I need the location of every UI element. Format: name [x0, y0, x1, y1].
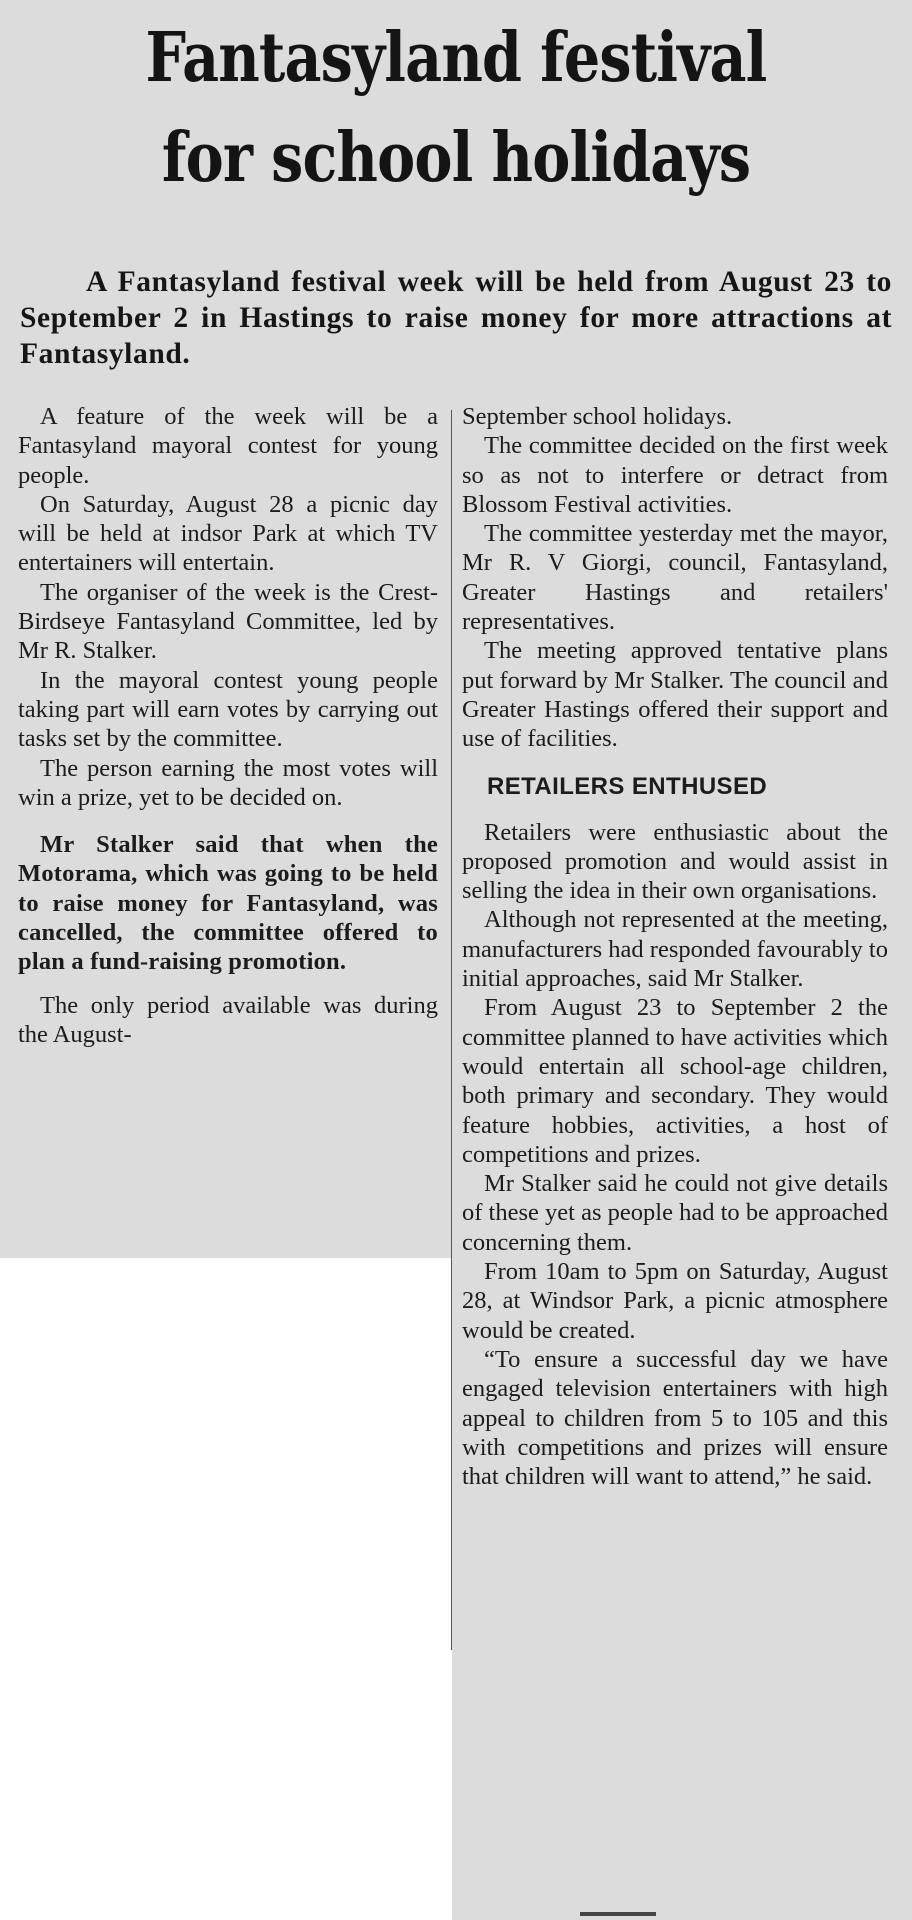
right-column	[462, 402, 888, 1491]
bold-paragraph: Mr Stalker said that when the Motorama, which was going to be held to raise money for Fantasyland, was cancelled, the committee offered to plan a fund-raising promotion.	[18, 831, 438, 976]
paragraph: Mr Stalker said he could not give details of these yet as people had to be approached concerning them.	[462, 1170, 888, 1256]
column-rule	[451, 410, 452, 1650]
paragraph: In the mayoral contest young people taking part will earn votes by carrying out tasks set by the committee.	[18, 666, 438, 753]
paragraph: Although not represented at the meeting, manufacturers had responded favourably to initial approaches, said Mr Stalker.	[462, 906, 888, 993]
paragraph: “To ensure a successful day we have engaged television entertainers with high appeal to children from 5 to 105 and this with competitions and prizes will ensure that children will want to attend,” he said.	[462, 1345, 888, 1491]
headline-line-2: for school holidays	[161, 118, 751, 198]
standfirst: A Fantasyland festival week will be held from August 23 to September 2 in Hastings to raise money for more attractions at Fantasyland.	[20, 266, 892, 370]
paragraph: The only period available was during the August-	[18, 991, 438, 1048]
paragraph: The meeting approved tentative plans put forward by Mr Stalker. The council and Greater Hastings offered their support and use of facilities.	[462, 637, 888, 753]
headline-line-1: Fantasyland festival	[145, 18, 767, 98]
left-column	[18, 402, 438, 1049]
paragraph: The organiser of the week is the Crest-Birdseye Fantasyland Committee, led by Mr R. Stalker.	[18, 578, 438, 665]
clipping-edge-mark	[580, 1912, 656, 1916]
paragraph: Retailers were enthusiastic about the proposed promotion and would assist in selling the idea in their own organisations.	[462, 818, 888, 905]
paragraph: The committee decided on the first week so as not to interfere or detract from Blossom Festival activities.	[462, 432, 888, 518]
headline	[73, 8, 839, 208]
paragraph: A feature of the week will be a Fantasyland mayoral contest for young people.	[18, 403, 438, 489]
paragraph-continued: September school holidays.	[462, 403, 733, 430]
paragraph: From August 23 to September 2 the committee planned to have activities which would entertain all school-age children, both primary and secondary. They would feature hobbies, activities, a host of competitions and prizes.	[462, 994, 888, 1168]
subheading: RETAILERS ENTHUSED	[487, 772, 768, 800]
paragraph: The person earning the most votes will win a prize, yet to be decided on.	[18, 754, 438, 811]
paragraph: From 10am to 5pm on Saturday, August 28, at Windsor Park, a picnic atmosphere would be created.	[462, 1258, 888, 1344]
paragraph: The committee yesterday met the mayor, Mr R. V Giorgi, council, Fantasyland, Greater Hastings and retailers' representatives.	[462, 520, 888, 636]
paragraph: On Saturday, August 28 a picnic day will be held at indsor Park at which TV entertainers will entertain.	[18, 490, 438, 577]
